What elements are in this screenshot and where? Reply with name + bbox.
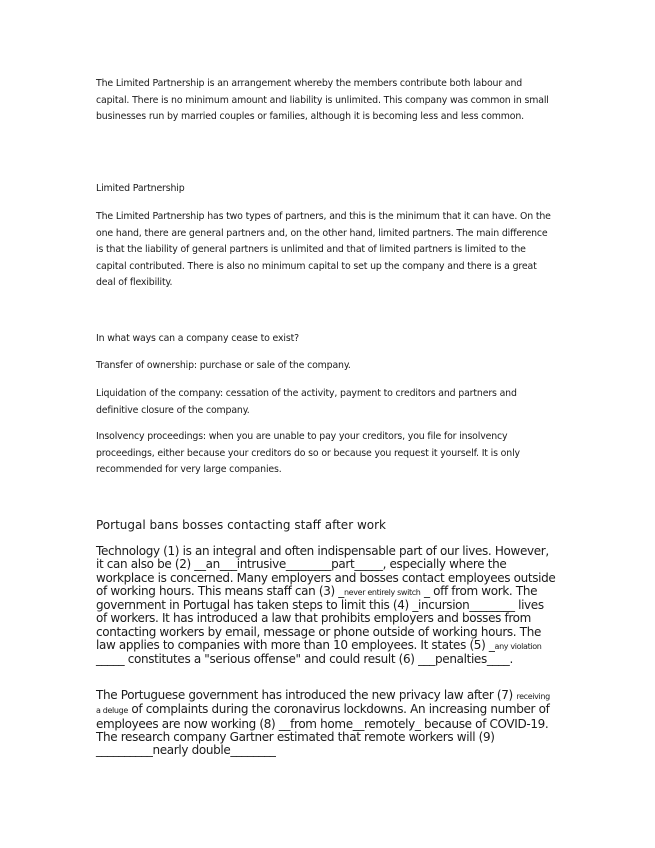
p1-text-b: _ off from work. The government in Portugal has taken steps to limit this (4) _incursion________ lives of workers. It has introduced a law that prohibits employers and bosses from contacting workers by email, message or phone outside of working hours. The law applies to companies with more than 10 employees. It states (5) _ — [96, 583, 544, 653]
p1-text-c: _____ constitutes a "serious offense" and could result (6) ___penalties____. — [96, 652, 513, 667]
p1-text-a: Technology (1) is an integral and often indispensable part of our lives. However, it can also be (2) __an___intrusive________part_____, especially where the workplace is concerned. Many employers and bosses contact employees outside of working hours. This means staff can (3) _ — [96, 544, 556, 598]
p1-answer-3: never entirely switch — [343, 587, 421, 597]
lp-heading: Limited Partnership — [96, 183, 185, 194]
lp-body-paragraph: The Limited Partnership has two types of partners, and this is the minimum that it can have. On the one hand, there are general partners and, on the other hand, limited partners. The main difference is that the liability of general partners is unlimited and that of limited partners is limited to the capital contributed. There is also no minimum capital to set up the company and there is a great deal of flexibility. — [96, 211, 551, 288]
cease-insolvency: Insolvency proceedings: when you are unable to pay your creditors, you file for insolvency proceedings, either because your creditors do so or because you request it yourself. It is only recommended for very large companies. — [96, 431, 520, 475]
p2-text-a: The Portuguese government has introduced the new privacy law after (7) — [96, 688, 517, 702]
intro-paragraph: The Limited Partnership is an arrangement whereby the members contribute both labour and capital. There is no minimum amount and liability is unlimited. This company was common in small businesses run by married couples or families, although it is becoming less and less common. — [96, 78, 549, 122]
p2-text-b: of complaints during the coronavirus lockdowns. An increasing number of employees are now working (8) __from home__remotely_ because of COVID-19. The research company Gartner estimated that remote workers will (9) __________nearly double________ — [96, 702, 550, 758]
article-paragraph-2 — [96, 689, 556, 757]
p2-answer-7: receiving a deluge — [96, 692, 550, 716]
cease-transfer: Transfer of ownership: purchase or sale of the company. — [96, 360, 351, 371]
cease-liquidation: Liquidation of the company: cessation of the activity, payment to creditors and partners and definitive closure of the company. — [96, 388, 517, 416]
cease-question: In what ways can a company cease to exist? — [96, 333, 299, 344]
article-paragraph-1 — [96, 545, 556, 667]
p1-answer-5: any violation — [494, 642, 542, 652]
article-title: Portugal bans bosses contacting staff after work — [96, 518, 386, 532]
